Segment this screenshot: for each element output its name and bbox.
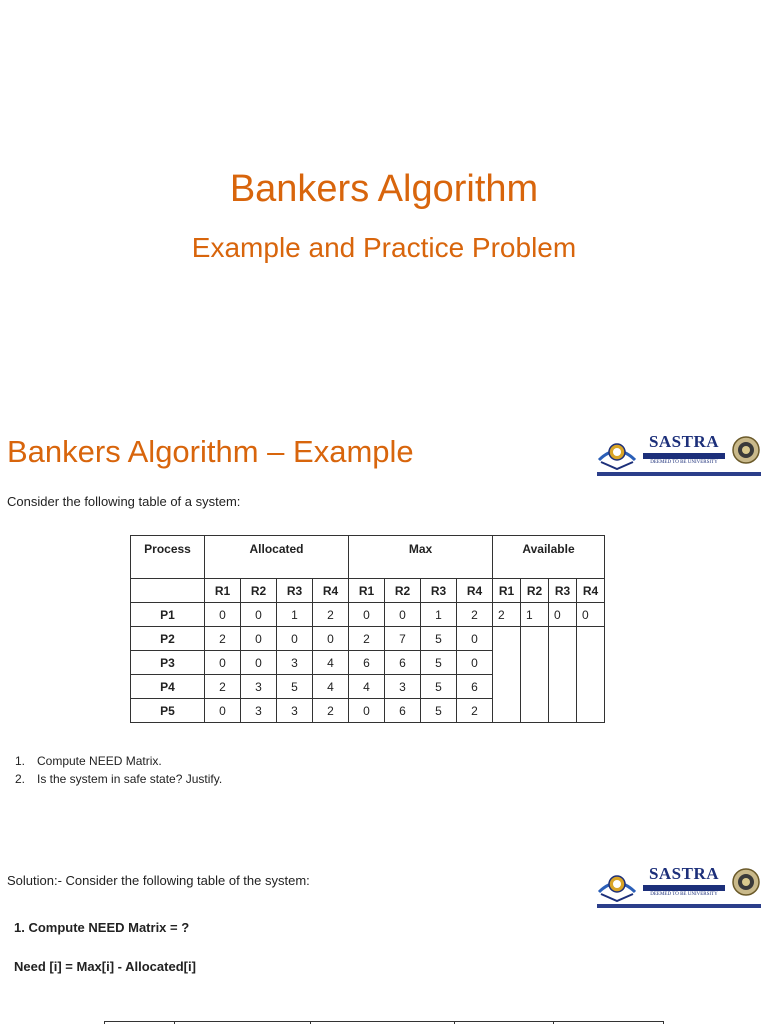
process-label: P3 <box>131 651 205 675</box>
available-empty <box>549 699 577 723</box>
solution-intro: Solution:- Consider the following table of the system: <box>7 873 310 888</box>
step-label: 1. Compute NEED Matrix = ? <box>14 920 190 935</box>
max-cell: 2 <box>457 603 493 627</box>
max-r1: R1 <box>349 579 385 603</box>
max-cell: 4 <box>349 675 385 699</box>
available-empty <box>521 627 549 651</box>
avail-r2: R2 <box>521 579 549 603</box>
alloc-cell: 2 <box>313 699 349 723</box>
list-item <box>15 772 222 790</box>
example-intro: Consider the following table of a system: <box>7 494 241 509</box>
table-row <box>131 675 605 699</box>
max-cell: 0 <box>457 627 493 651</box>
max-cell: 0 <box>385 603 421 627</box>
table-row <box>131 627 605 651</box>
alloc-cell: 3 <box>241 675 277 699</box>
need-formula: Need [i] = Max[i] - Allocated[i] <box>14 959 196 974</box>
header-blank <box>131 579 205 603</box>
question-list <box>15 754 222 790</box>
process-label: P4 <box>131 675 205 699</box>
alloc-cell: 4 <box>313 675 349 699</box>
available-empty <box>521 699 549 723</box>
available-empty <box>549 627 577 651</box>
logo-word: SASTRA <box>648 432 720 451</box>
example-slide <box>0 412 768 817</box>
alloc-cell: 0 <box>241 651 277 675</box>
process-label: P2 <box>131 627 205 651</box>
available-empty <box>577 651 605 675</box>
max-r3: R3 <box>421 579 457 603</box>
slide-subtitle: Example and Practice Problem <box>191 232 577 263</box>
available-cell: 1 <box>521 603 549 627</box>
sastra-logo <box>597 864 761 908</box>
table-row <box>131 651 605 675</box>
available-cell: 0 <box>549 603 577 627</box>
alloc-cell: 0 <box>241 603 277 627</box>
max-cell: 5 <box>421 651 457 675</box>
logo-bar <box>643 885 725 891</box>
alloc-cell: 3 <box>277 699 313 723</box>
header-max: Max <box>349 536 493 579</box>
resource-header-row <box>131 579 605 603</box>
available-empty <box>549 675 577 699</box>
alloc-cell: 0 <box>241 627 277 651</box>
solution-slide <box>0 838 768 1024</box>
alloc-cell: 0 <box>205 699 241 723</box>
alloc-cell: 2 <box>313 603 349 627</box>
avail-r3: R3 <box>549 579 577 603</box>
alloc-r4: R4 <box>313 579 349 603</box>
question-number: 1. <box>15 754 26 768</box>
available-empty <box>577 627 605 651</box>
available-empty <box>493 675 521 699</box>
sastra-logo <box>597 432 761 476</box>
available-empty <box>521 675 549 699</box>
question-text: Compute NEED Matrix. <box>37 754 162 768</box>
logo-word: SASTRA <box>648 864 720 883</box>
university-emblem-icon <box>597 868 637 902</box>
max-r2: R2 <box>385 579 421 603</box>
slide-title: Bankers Algorithm <box>229 168 539 210</box>
max-cell: 0 <box>349 699 385 723</box>
logo-strip <box>597 904 761 908</box>
alloc-cell: 5 <box>277 675 313 699</box>
alloc-r1: R1 <box>205 579 241 603</box>
max-cell: 6 <box>457 675 493 699</box>
logo-brand <box>643 864 725 904</box>
alloc-cell: 0 <box>313 627 349 651</box>
alloc-cell: 2 <box>205 627 241 651</box>
max-cell: 6 <box>349 651 385 675</box>
logo-brand <box>643 432 725 472</box>
group-header-row <box>131 536 605 579</box>
header-process: Process <box>131 536 205 579</box>
header-available: Available <box>493 536 605 579</box>
max-cell: 5 <box>421 699 457 723</box>
max-cell: 2 <box>349 627 385 651</box>
logo-bar <box>643 453 725 459</box>
available-empty <box>493 627 521 651</box>
table-row <box>131 699 605 723</box>
max-cell: 0 <box>349 603 385 627</box>
available-cell: 2 <box>493 603 521 627</box>
logo-tagline: DEEMED TO BE UNIVERSITY <box>650 892 718 897</box>
alloc-r3: R3 <box>277 579 313 603</box>
max-cell: 1 <box>421 603 457 627</box>
avail-r4: R4 <box>577 579 605 603</box>
table-row <box>131 603 605 627</box>
alloc-cell: 0 <box>205 651 241 675</box>
max-r4: R4 <box>457 579 493 603</box>
max-cell: 5 <box>421 627 457 651</box>
available-cell: 0 <box>577 603 605 627</box>
logo-strip <box>597 472 761 476</box>
avail-r1: R1 <box>493 579 521 603</box>
alloc-cell: 1 <box>277 603 313 627</box>
alloc-cell: 3 <box>277 651 313 675</box>
alloc-cell: 0 <box>205 603 241 627</box>
process-table <box>130 535 605 723</box>
max-cell: 6 <box>385 651 421 675</box>
question-text: Is the system in safe state? Justify. <box>37 772 223 786</box>
available-empty <box>521 651 549 675</box>
available-empty <box>549 651 577 675</box>
question-number: 2. <box>15 772 26 786</box>
process-label: P5 <box>131 699 205 723</box>
alloc-cell: 0 <box>277 627 313 651</box>
seal-icon <box>731 433 761 469</box>
max-cell: 0 <box>457 651 493 675</box>
available-empty <box>577 699 605 723</box>
process-label: P1 <box>131 603 205 627</box>
available-empty <box>493 651 521 675</box>
alloc-cell: 3 <box>241 699 277 723</box>
university-emblem-icon <box>597 436 637 470</box>
logo-tagline: DEEMED TO BE UNIVERSITY <box>650 460 718 465</box>
max-cell: 5 <box>421 675 457 699</box>
example-heading: Bankers Algorithm – Example <box>7 434 414 469</box>
list-item <box>15 754 222 772</box>
alloc-cell: 2 <box>205 675 241 699</box>
available-empty <box>577 675 605 699</box>
max-cell: 2 <box>457 699 493 723</box>
max-cell: 6 <box>385 699 421 723</box>
max-cell: 3 <box>385 675 421 699</box>
alloc-r2: R2 <box>241 579 277 603</box>
available-empty <box>493 699 521 723</box>
header-allocated: Allocated <box>205 536 349 579</box>
title-slide <box>0 0 768 400</box>
alloc-cell: 4 <box>313 651 349 675</box>
seal-icon <box>731 865 761 901</box>
max-cell: 7 <box>385 627 421 651</box>
